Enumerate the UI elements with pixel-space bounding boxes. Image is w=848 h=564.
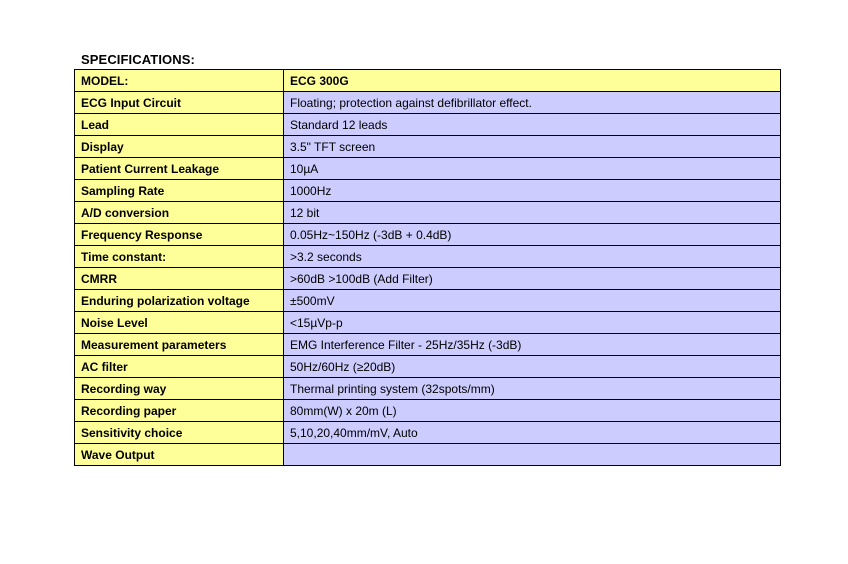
table-row [75, 400, 781, 422]
spec-value: Standard 12 leads [284, 114, 781, 136]
spec-label: Sensitivity choice [75, 422, 284, 444]
spec-value: >60dB >100dB (Add Filter) [284, 268, 781, 290]
spec-value: EMG Interference Filter - 25Hz/35Hz (-3dB) [284, 334, 781, 356]
spec-value: 12 bit [284, 202, 781, 224]
table-row [75, 356, 781, 378]
table-row [75, 158, 781, 180]
spec-label: Enduring polarization voltage [75, 290, 284, 312]
spec-value: Floating; protection against defibrillator effect. [284, 92, 781, 114]
table-row [75, 422, 781, 444]
table-row [75, 268, 781, 290]
spec-label: Patient Current Leakage [75, 158, 284, 180]
table-row [75, 224, 781, 246]
spec-label: Recording way [75, 378, 284, 400]
table-row [75, 202, 781, 224]
spec-value: 10µA [284, 158, 781, 180]
spec-value [284, 444, 781, 466]
spec-label: AC filter [75, 356, 284, 378]
table-row [75, 114, 781, 136]
spec-label: Time constant: [75, 246, 284, 268]
table-row [75, 180, 781, 202]
spec-value: <15µVp-p [284, 312, 781, 334]
spec-value: >3.2 seconds [284, 246, 781, 268]
table-row [75, 334, 781, 356]
table-row [75, 246, 781, 268]
specifications-table-body [75, 70, 781, 466]
spec-label: CMRR [75, 268, 284, 290]
spec-label: A/D conversion [75, 202, 284, 224]
table-row [75, 444, 781, 466]
spec-label: Frequency Response [75, 224, 284, 246]
spec-label: Wave Output [75, 444, 284, 466]
table-row [75, 378, 781, 400]
specifications-table [74, 69, 781, 466]
spec-value: 50Hz/60Hz (≥20dB) [284, 356, 781, 378]
spec-value: Thermal printing system (32spots/mm) [284, 378, 781, 400]
model-label: MODEL: [75, 70, 284, 92]
table-row [75, 92, 781, 114]
spec-value: 80mm(W) x 20m (L) [284, 400, 781, 422]
spec-value: 0.05Hz~150Hz (-3dB + 0.4dB) [284, 224, 781, 246]
table-header-row [75, 70, 781, 92]
spec-label: ECG Input Circuit [75, 92, 284, 114]
spec-value: ±500mV [284, 290, 781, 312]
spec-label: Recording paper [75, 400, 284, 422]
model-value: ECG 300G [284, 70, 781, 92]
spec-label: Sampling Rate [75, 180, 284, 202]
table-row [75, 136, 781, 158]
spec-label: Lead [75, 114, 284, 136]
table-row [75, 312, 781, 334]
spec-label: Noise Level [75, 312, 284, 334]
spec-label: Measurement parameters [75, 334, 284, 356]
spec-label: Display [75, 136, 284, 158]
page-title: SPECIFICATIONS: [81, 52, 195, 67]
table-row [75, 290, 781, 312]
spec-value: 1000Hz [284, 180, 781, 202]
spec-value: 5,10,20,40mm/mV, Auto [284, 422, 781, 444]
spec-value: 3.5" TFT screen [284, 136, 781, 158]
